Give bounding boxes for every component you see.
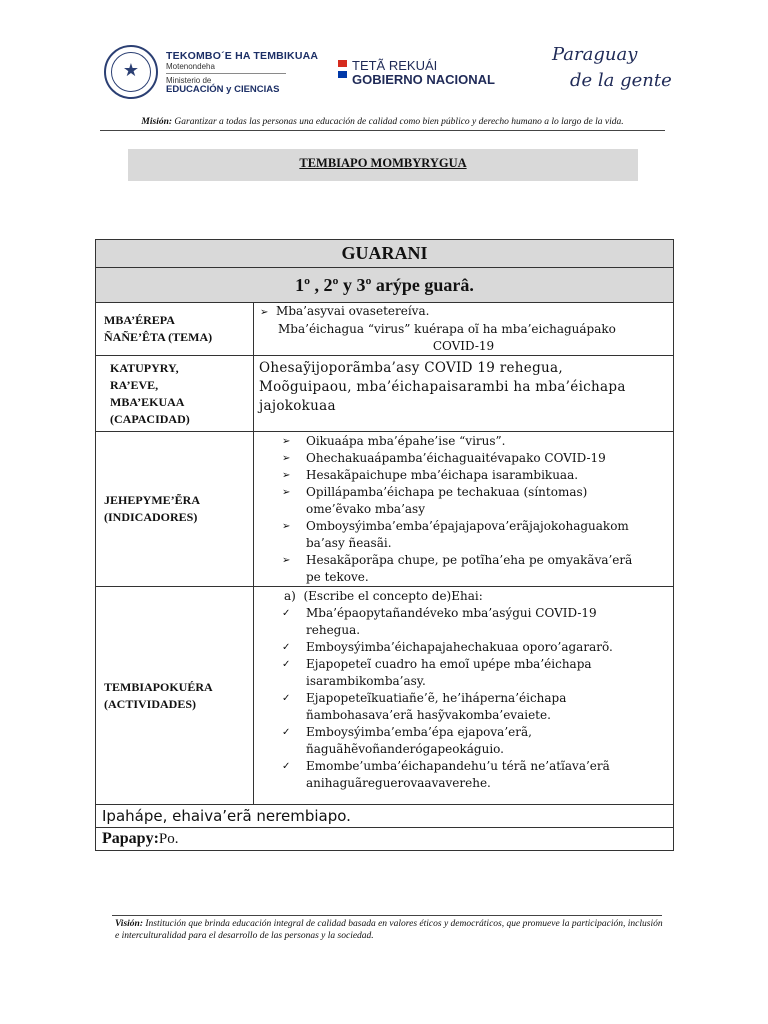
check-bullet-icon: ✓ bbox=[282, 642, 291, 653]
arrow-bullet-icon: ➢ bbox=[260, 307, 269, 318]
list-item-text: anihaguãreguerovaavaverehe. bbox=[306, 776, 491, 790]
arrow-bullet-icon: ➢ bbox=[282, 470, 291, 481]
capacidad-content: Ohesaỹijoporãmba’asy COVID 19 rehegua, Moõguipaou, mba’éichapaisarambi ha mba’éichapa jajokokuaa bbox=[254, 356, 674, 432]
list-item-text: ba’asy ñeasãi. bbox=[306, 536, 392, 550]
list-item-text: rehegua. bbox=[306, 623, 361, 637]
ministry-guarani-name: TEKOMBO´E HA TEMBIKUAA bbox=[166, 50, 319, 62]
flag-icon bbox=[338, 60, 347, 82]
list-item-continuation bbox=[254, 535, 673, 552]
list-item bbox=[254, 656, 673, 673]
mission-text: Garantizar a todas las personas una educación de calidad como bien público y derecho humano a lo largo de la vida. bbox=[174, 117, 624, 127]
actividades-content bbox=[254, 587, 674, 805]
list-item-text: Hesakãporãpa chupe, pe potĩha’eha pe omyakãva’erã bbox=[306, 553, 633, 567]
final-instruction: Ipaháp​e, ehaiva’erã nerembiapo. bbox=[96, 805, 674, 828]
list-item-text: pe tekove. bbox=[306, 570, 369, 584]
list-item bbox=[254, 639, 673, 656]
list-item-text: Emboysýimba’éichapajahechakuaa oporo’agararõ. bbox=[306, 640, 613, 654]
actividades-list bbox=[254, 605, 673, 792]
list-item bbox=[254, 518, 673, 535]
list-item-text: Ejapopeteĩ cuadro ha emoĩ upépe mba’éichapa bbox=[306, 657, 592, 671]
arrow-bullet-icon: ➢ bbox=[282, 555, 291, 566]
check-bullet-icon: ✓ bbox=[282, 727, 291, 738]
actividades-intro: (Escribe el concepto de)Ehai: bbox=[303, 589, 483, 603]
list-item-text: Opillápamba’éichapa pe techakuaa (síntomas) bbox=[306, 485, 588, 499]
intro-marker: a) bbox=[284, 589, 296, 603]
ministry-name-line1: Ministerio de bbox=[166, 76, 212, 85]
ministry-seal bbox=[104, 45, 158, 99]
list-item-continuation bbox=[254, 673, 673, 690]
list-item-text: ome’ẽvako mba’asy bbox=[306, 502, 425, 516]
arrow-bullet-icon: ➢ bbox=[282, 487, 291, 498]
list-item-text: isarambikomba’asy. bbox=[306, 674, 426, 688]
slogan-line2: de la gente bbox=[570, 70, 672, 91]
gov-line2: GOBIERNO NACIONAL bbox=[352, 72, 495, 87]
list-item-text: ñaguãhẽvoñanderógapeokáguio. bbox=[306, 742, 504, 756]
list-item-text: Emboysýimba’emba’épa ejapova’erã, bbox=[306, 725, 532, 739]
list-item-text: ñambohasava’erã hasỹvakomba’evaiete. bbox=[306, 708, 551, 722]
papapy-label: Papapy: bbox=[102, 830, 159, 847]
list-item bbox=[254, 552, 673, 569]
papapy-value: Po. bbox=[158, 831, 179, 847]
list-item-text: Omboysýimba’emba’épajajapova’erãjajokohaguakom bbox=[306, 519, 629, 533]
header-divider bbox=[100, 130, 665, 131]
list-item-text: Emombe’umba’éichapandehu’u térã ne’atĩava’erã bbox=[306, 759, 610, 773]
papapy-row bbox=[96, 828, 674, 851]
mission-statement bbox=[100, 117, 665, 127]
list-item bbox=[254, 605, 673, 622]
tema-label: MBA’ÉREPA ÑAÑE’ÊTA (TEMA) bbox=[96, 303, 254, 356]
arrow-bullet-icon: ➢ bbox=[282, 521, 291, 532]
vision-label: Visión: bbox=[115, 919, 143, 929]
check-bullet-icon: ✓ bbox=[282, 659, 291, 670]
list-item-continuation bbox=[254, 707, 673, 724]
check-bullet-icon: ✓ bbox=[282, 761, 291, 772]
capacidad-label: KATUPYRY, RA’EVE, MBA’EKUAA (CAPACIDAD) bbox=[96, 356, 254, 432]
document-title: TEMBIAPO MOMBYRYGUA bbox=[299, 156, 467, 170]
subject-header: GUARANI bbox=[96, 240, 674, 268]
list-item bbox=[254, 690, 673, 707]
list-item bbox=[254, 450, 673, 467]
list-item bbox=[254, 433, 673, 450]
check-bullet-icon: ✓ bbox=[282, 608, 291, 619]
lesson-table bbox=[95, 239, 674, 851]
list-item bbox=[254, 758, 673, 775]
grades-header: 1º , 2º y 3º arýpe guarâ. bbox=[96, 268, 674, 303]
star-icon: ★ bbox=[122, 60, 140, 80]
list-item-continuation bbox=[254, 501, 673, 518]
arrow-bullet-icon: ➢ bbox=[282, 453, 291, 464]
indicadores-list bbox=[254, 433, 673, 586]
actividades-label: TEMBIAPOKUÉRA (ACTIVIDADES) bbox=[96, 587, 254, 805]
indicadores-content bbox=[254, 432, 674, 587]
list-item-text: Hesakãpaichupe mba’éichapa isarambikuaa. bbox=[306, 468, 579, 482]
footer-divider bbox=[112, 915, 662, 916]
document-title-box bbox=[128, 149, 638, 181]
arrow-bullet-icon: ➢ bbox=[282, 436, 291, 447]
list-item-continuation bbox=[254, 622, 673, 639]
tema-content: ➢ Mba’asyvai ovasetereíva. Mba’éichagua “virus” kuérapa oĩ ha mba’eichaguápako COVID-19 bbox=[254, 303, 674, 356]
vision-statement bbox=[115, 918, 665, 942]
list-item bbox=[254, 724, 673, 741]
list-item-text: Oikuaápa mba’épahe’ise “virus”. bbox=[306, 434, 506, 448]
list-item-text: Ejapopeteĩkuatiañe’ẽ, he’iháperna’éichapa bbox=[306, 691, 567, 705]
mission-label: Misión: bbox=[141, 117, 173, 127]
ministry-subtitle: Motenondeha bbox=[166, 62, 215, 71]
list-item-text: Mba’épaopytañandéveko mba’asýgui COVID-19 bbox=[306, 606, 597, 620]
list-item-continuation bbox=[254, 775, 673, 792]
list-item-continuation bbox=[254, 569, 673, 586]
list-item-text: Ohechakuaápamba’éichaguaitévapako COVID-19 bbox=[306, 451, 606, 465]
list-item bbox=[254, 467, 673, 484]
ministry-name-line2: EDUCACIÓN y CIENCIAS bbox=[166, 84, 280, 95]
slogan-line1: Paraguay bbox=[552, 44, 638, 65]
list-item bbox=[254, 484, 673, 501]
check-bullet-icon: ✓ bbox=[282, 693, 291, 704]
gov-line1: TETÃ REKUÁI bbox=[352, 58, 438, 73]
ministry-divider bbox=[166, 73, 286, 74]
list-item-continuation bbox=[254, 741, 673, 758]
indicadores-label: JEHEPYME’ẼRA (INDICADORES) bbox=[96, 432, 254, 587]
vision-text: Institución que brinda educación integral de calidad basada en valores éticos y democráticos, que promueve la participación, inclusión e interculturalidad para el desarrollo de las personas y la sociedad. bbox=[115, 919, 663, 941]
